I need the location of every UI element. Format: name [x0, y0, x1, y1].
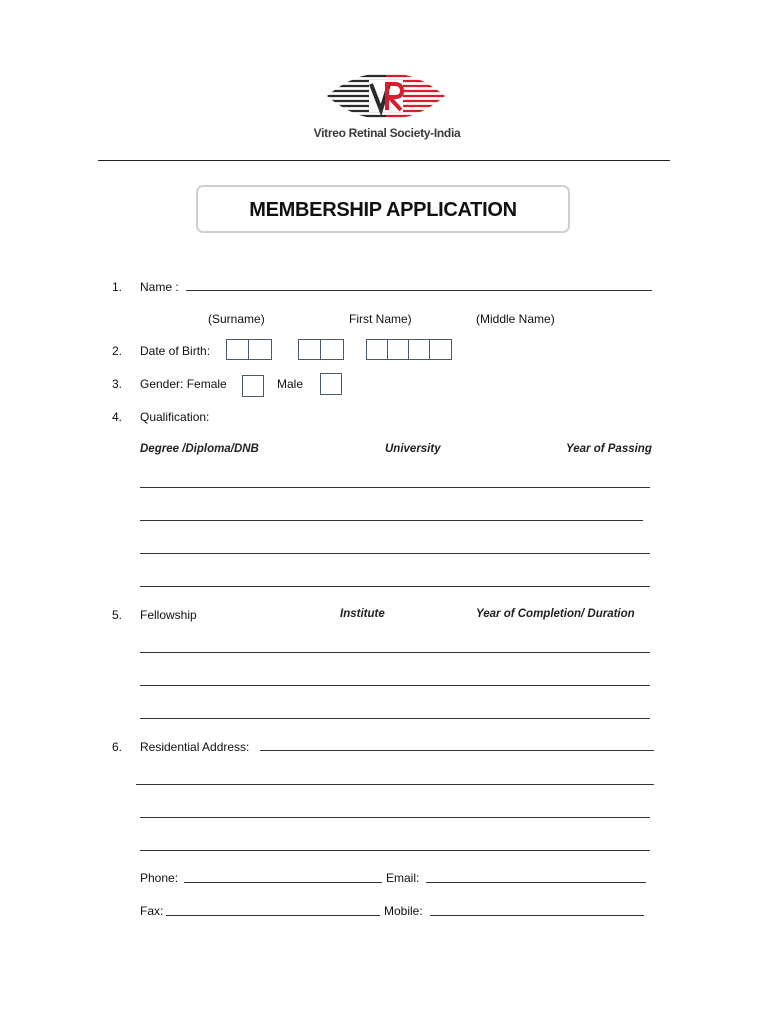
email-label: Email:	[386, 871, 420, 885]
mobile-label: Mobile:	[384, 904, 423, 918]
email-field[interactable]	[426, 882, 646, 883]
address-label: Residential Address:	[140, 740, 250, 754]
qualification-label: Qualification:	[140, 410, 210, 424]
male-checkbox[interactable]	[320, 373, 342, 395]
qualification-line-1[interactable]	[140, 487, 650, 488]
item-number-1: 1.	[112, 280, 123, 294]
fellowship-label: Fellowship	[140, 608, 197, 622]
organization-name: Vitreo Retinal Society-India	[313, 126, 461, 140]
mobile-field[interactable]	[430, 915, 644, 916]
fax-field[interactable]	[166, 915, 380, 916]
phone-field[interactable]	[184, 882, 382, 883]
gender-male-label: Male	[277, 377, 304, 391]
fellowship-line-3[interactable]	[140, 718, 650, 719]
fax-label: Fax:	[140, 904, 164, 918]
female-checkbox[interactable]	[242, 375, 264, 397]
address-line-3[interactable]	[140, 817, 650, 818]
dob-year-boxes[interactable]	[366, 339, 452, 360]
item-number-3: 3.	[112, 377, 123, 391]
qualification-line-4[interactable]	[140, 586, 650, 587]
fellowship-line-1[interactable]	[140, 652, 650, 653]
middle-name-caption: (Middle Name)	[476, 312, 555, 326]
university-column-header: University	[385, 443, 441, 455]
header-divider	[98, 160, 670, 161]
degree-column-header: Degree /Diploma/DNB	[140, 443, 259, 455]
dob-month-boxes[interactable]	[298, 339, 344, 360]
surname-caption: (Surname)	[208, 312, 265, 326]
completion-column-header: Year of Completion/ Duration	[476, 608, 635, 620]
title-box	[196, 185, 570, 233]
vrsi-logo	[325, 70, 447, 122]
item-number-4: 4.	[112, 410, 123, 424]
form-title: MEMBERSHIP APPLICATION	[249, 199, 517, 221]
dob-label: Date of Birth:	[140, 344, 211, 358]
dob-day-boxes[interactable]	[226, 339, 272, 360]
address-line-1[interactable]	[260, 750, 654, 751]
phone-label: Phone:	[140, 871, 179, 885]
name-label: Name :	[140, 280, 179, 294]
year-of-passing-column-header: Year of Passing	[566, 443, 652, 455]
item-number-6: 6.	[112, 740, 123, 754]
item-number-2: 2.	[112, 344, 123, 358]
first-name-caption: First Name)	[349, 312, 412, 326]
address-line-4[interactable]	[140, 850, 650, 851]
gender-female-label: Gender: Female	[140, 377, 227, 391]
qualification-line-3[interactable]	[140, 553, 650, 554]
institute-column-header: Institute	[340, 608, 385, 620]
qualification-line-2[interactable]	[140, 520, 643, 521]
address-line-2[interactable]	[136, 784, 654, 785]
name-field[interactable]	[186, 290, 652, 291]
fellowship-line-2[interactable]	[140, 685, 650, 686]
item-number-5: 5.	[112, 608, 123, 622]
